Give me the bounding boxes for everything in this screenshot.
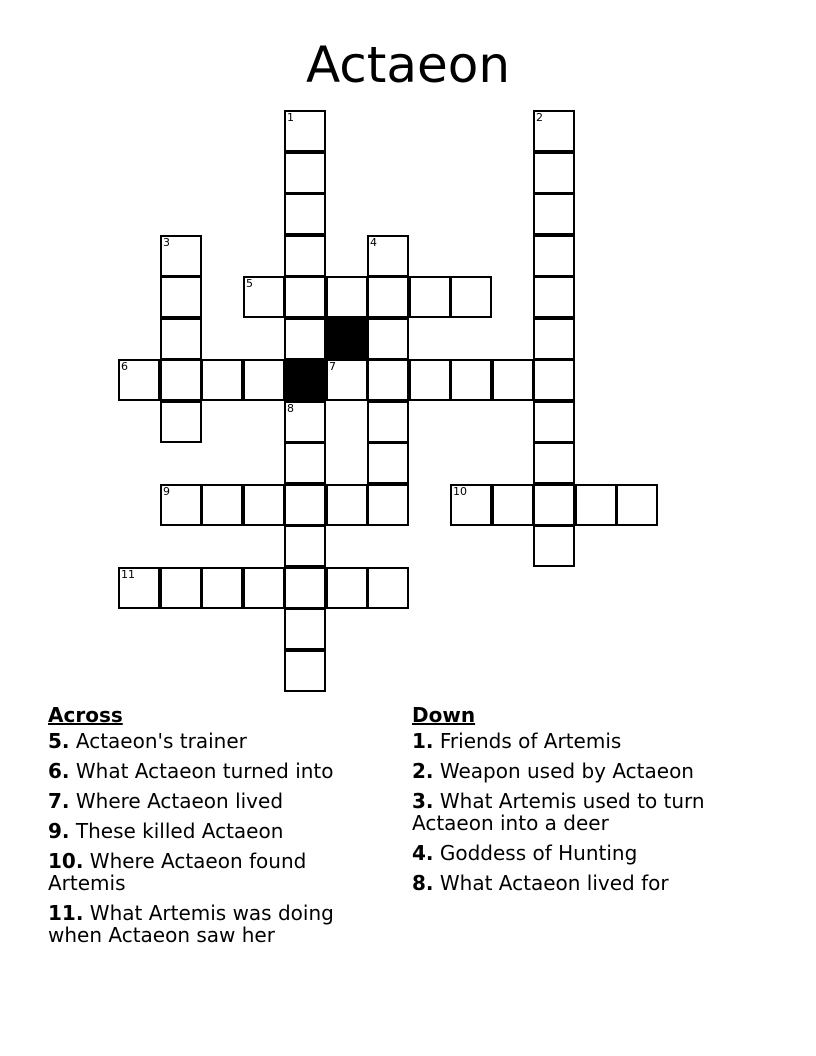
clue-number: 1 (287, 111, 294, 124)
clue-across-11: 11. What Artemis was doing when Actaeon saw her (48, 901, 334, 947)
grid-cell[interactable] (326, 276, 368, 318)
grid-cell[interactable] (450, 359, 492, 401)
clue-down-2: 2. Weapon used by Actaeon (412, 759, 694, 783)
clue-number: 11 (121, 568, 135, 581)
grid-cell[interactable] (243, 276, 285, 318)
grid-cell[interactable] (284, 484, 326, 526)
grid-cell[interactable] (409, 359, 451, 401)
grid-cell[interactable] (243, 484, 285, 526)
grid-cell[interactable] (492, 359, 534, 401)
grid-cell[interactable] (367, 442, 409, 484)
across-heading: Across (48, 703, 123, 727)
grid-cell[interactable] (533, 484, 575, 526)
grid-cell[interactable] (243, 359, 285, 401)
grid-cell[interactable] (533, 152, 575, 194)
clue-number: 9 (163, 485, 170, 498)
clue-number: 10 (453, 485, 467, 498)
grid-cell[interactable] (160, 359, 202, 401)
grid-cell[interactable] (533, 401, 575, 443)
clue-across-10: 10. Where Actaeon found Artemis (48, 849, 307, 895)
grid-cell[interactable] (533, 276, 575, 318)
grid-cell[interactable] (160, 484, 202, 526)
grid-cell[interactable] (284, 401, 326, 443)
grid-cell[interactable] (533, 318, 575, 360)
grid-cell[interactable] (492, 484, 534, 526)
clue-number: 4 (370, 236, 377, 249)
grid-cell[interactable] (118, 359, 160, 401)
grid-cell[interactable] (284, 193, 326, 235)
black-square (284, 359, 326, 401)
puzzle-title: Actaeon (305, 36, 511, 94)
grid-cell[interactable] (533, 193, 575, 235)
grid-cell[interactable] (284, 608, 326, 650)
grid-cell[interactable] (201, 567, 243, 609)
grid-cell[interactable] (367, 484, 409, 526)
clue-number: 6 (121, 360, 128, 373)
clue-across-7: 7. Where Actaeon lived (48, 789, 284, 813)
grid-cell[interactable] (533, 525, 575, 567)
grid-cell[interactable] (284, 525, 326, 567)
grid-cell[interactable] (284, 318, 326, 360)
grid-cell[interactable] (367, 401, 409, 443)
grid-cell[interactable] (284, 152, 326, 194)
grid-cell[interactable] (533, 110, 575, 152)
grid-cell[interactable] (160, 235, 202, 277)
clue-number: 8 (287, 402, 294, 415)
grid-cell[interactable] (160, 276, 202, 318)
clue-across-9: 9. These killed Actaeon (48, 819, 284, 843)
clue-number: 3 (163, 236, 170, 249)
clue-number: 2 (536, 111, 543, 124)
clue-down-8: 8. What Actaeon lived for (412, 871, 669, 895)
grid-cell[interactable] (367, 318, 409, 360)
black-square (326, 318, 368, 360)
grid-cell[interactable] (367, 276, 409, 318)
grid-cell[interactable] (533, 235, 575, 277)
grid-cell[interactable] (367, 235, 409, 277)
clue-down-3: 3. What Artemis used to turn Actaeon into a deer (412, 789, 705, 835)
grid-cell[interactable] (326, 484, 368, 526)
grid-cell[interactable] (450, 276, 492, 318)
grid-cell[interactable] (284, 442, 326, 484)
grid-cell[interactable] (160, 401, 202, 443)
grid-cell[interactable] (284, 235, 326, 277)
across-clues (48, 703, 378, 954)
grid-cell[interactable] (284, 110, 326, 152)
grid-cell[interactable] (326, 567, 368, 609)
grid-cell[interactable] (533, 359, 575, 401)
grid-cell[interactable] (326, 359, 368, 401)
down-heading: Down (412, 703, 476, 727)
grid-cell[interactable] (243, 567, 285, 609)
grid-cell[interactable] (284, 567, 326, 609)
grid-cell[interactable] (616, 484, 658, 526)
clue-number: 5 (246, 277, 253, 290)
grid-cell[interactable] (160, 318, 202, 360)
grid-cell[interactable] (118, 567, 160, 609)
clue-across-6: 6. What Actaeon turned into (48, 759, 334, 783)
grid-cell[interactable] (409, 276, 451, 318)
grid-cell[interactable] (284, 276, 326, 318)
grid-cell[interactable] (450, 484, 492, 526)
grid-cell[interactable] (201, 359, 243, 401)
down-clues (412, 703, 752, 902)
grid-cell[interactable] (533, 442, 575, 484)
clue-across-5: 5. Actaeon's trainer (48, 729, 247, 753)
grid-cell[interactable] (160, 567, 202, 609)
clue-down-4: 4. Goddess of Hunting (412, 841, 638, 865)
clue-down-1: 1. Friends of Artemis (412, 729, 622, 753)
clue-number: 7 (329, 360, 336, 373)
grid-cell[interactable] (367, 359, 409, 401)
grid-cell[interactable] (367, 567, 409, 609)
grid-cell[interactable] (284, 650, 326, 692)
grid-cell[interactable] (575, 484, 617, 526)
grid-cell[interactable] (201, 484, 243, 526)
